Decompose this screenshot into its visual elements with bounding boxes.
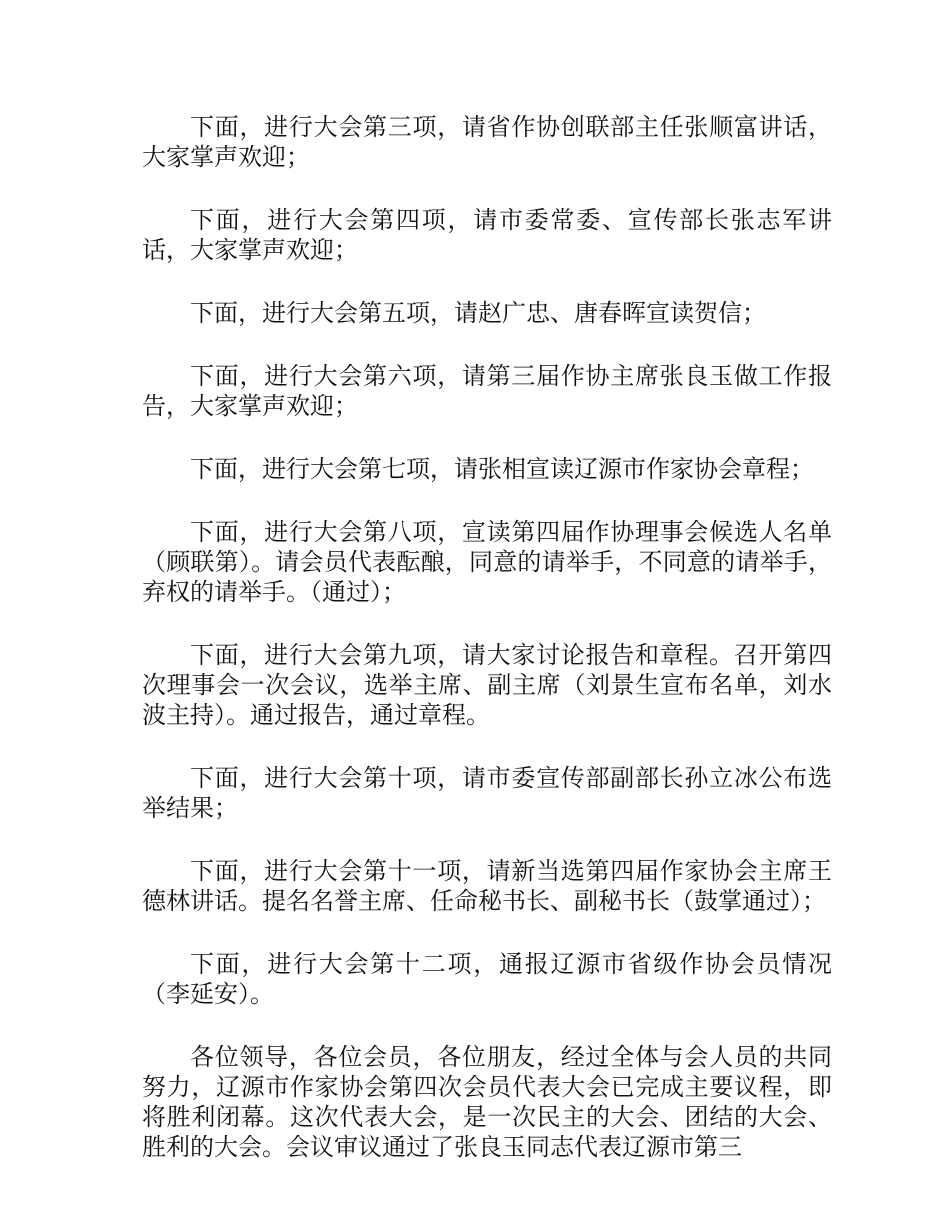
paragraph-item-10: 下面，进行大会第十项，请市委宣传部副部长孙立冰公布选举结果； <box>142 764 832 822</box>
document-body <box>142 112 832 1195</box>
paragraph-item-4: 下面，进行大会第四项，请市委常委、宣传部长张志军讲话，大家掌声欢迎； <box>142 206 832 264</box>
paragraph-item-11: 下面，进行大会第十一项，请新当选第四届作家协会主席王德林讲话。提名名誉主席、任命秘书长、副秘书长（鼓掌通过）； <box>142 857 832 915</box>
paragraph-item-7: 下面，进行大会第七项，请张相宣读辽源市作家协会章程； <box>190 455 814 483</box>
paragraph-item-12: 下面，进行大会第十二项，通报辽源市省级作协会员情况（李延安）。 <box>142 950 832 1008</box>
paragraph-item-3: 下面，进行大会第三项，请省作协创联部主任张顺富讲话，大家掌声欢迎； <box>142 113 832 171</box>
paragraph-item-8: 下面，进行大会第八项，宣读第四届作协理事会候选人名单（顾联第）。请会员代表酝酿，同意的请举手，不同意的请举手，弃权的请举手。（通过）； <box>142 518 832 606</box>
paragraph-item-6: 下面，进行大会第六项，请第三届作协主席张良玉做工作报告，大家掌声欢迎； <box>142 362 832 420</box>
paragraph-closing: 各位领导，各位会员，各位朋友，经过全体与会人员的共同努力，辽源市作家协会第四次会员代表大会已完成主要议程，即将胜利闭幕。这次代表大会，是一次民主的大会、团结的大会、胜利的大会。会议审议通过了张良玉同志代表辽源市第三 <box>142 1043 832 1161</box>
paragraph-item-5: 下面，进行大会第五项，请赵广忠、唐春晖宣读贺信； <box>190 299 766 327</box>
paragraph-item-9: 下面，进行大会第九项，请大家讨论报告和章程。召开第四次理事会一次会议，选举主席、副主席（刘景生宣布名单，刘水波主持）。通过报告，通过章程。 <box>142 641 832 729</box>
